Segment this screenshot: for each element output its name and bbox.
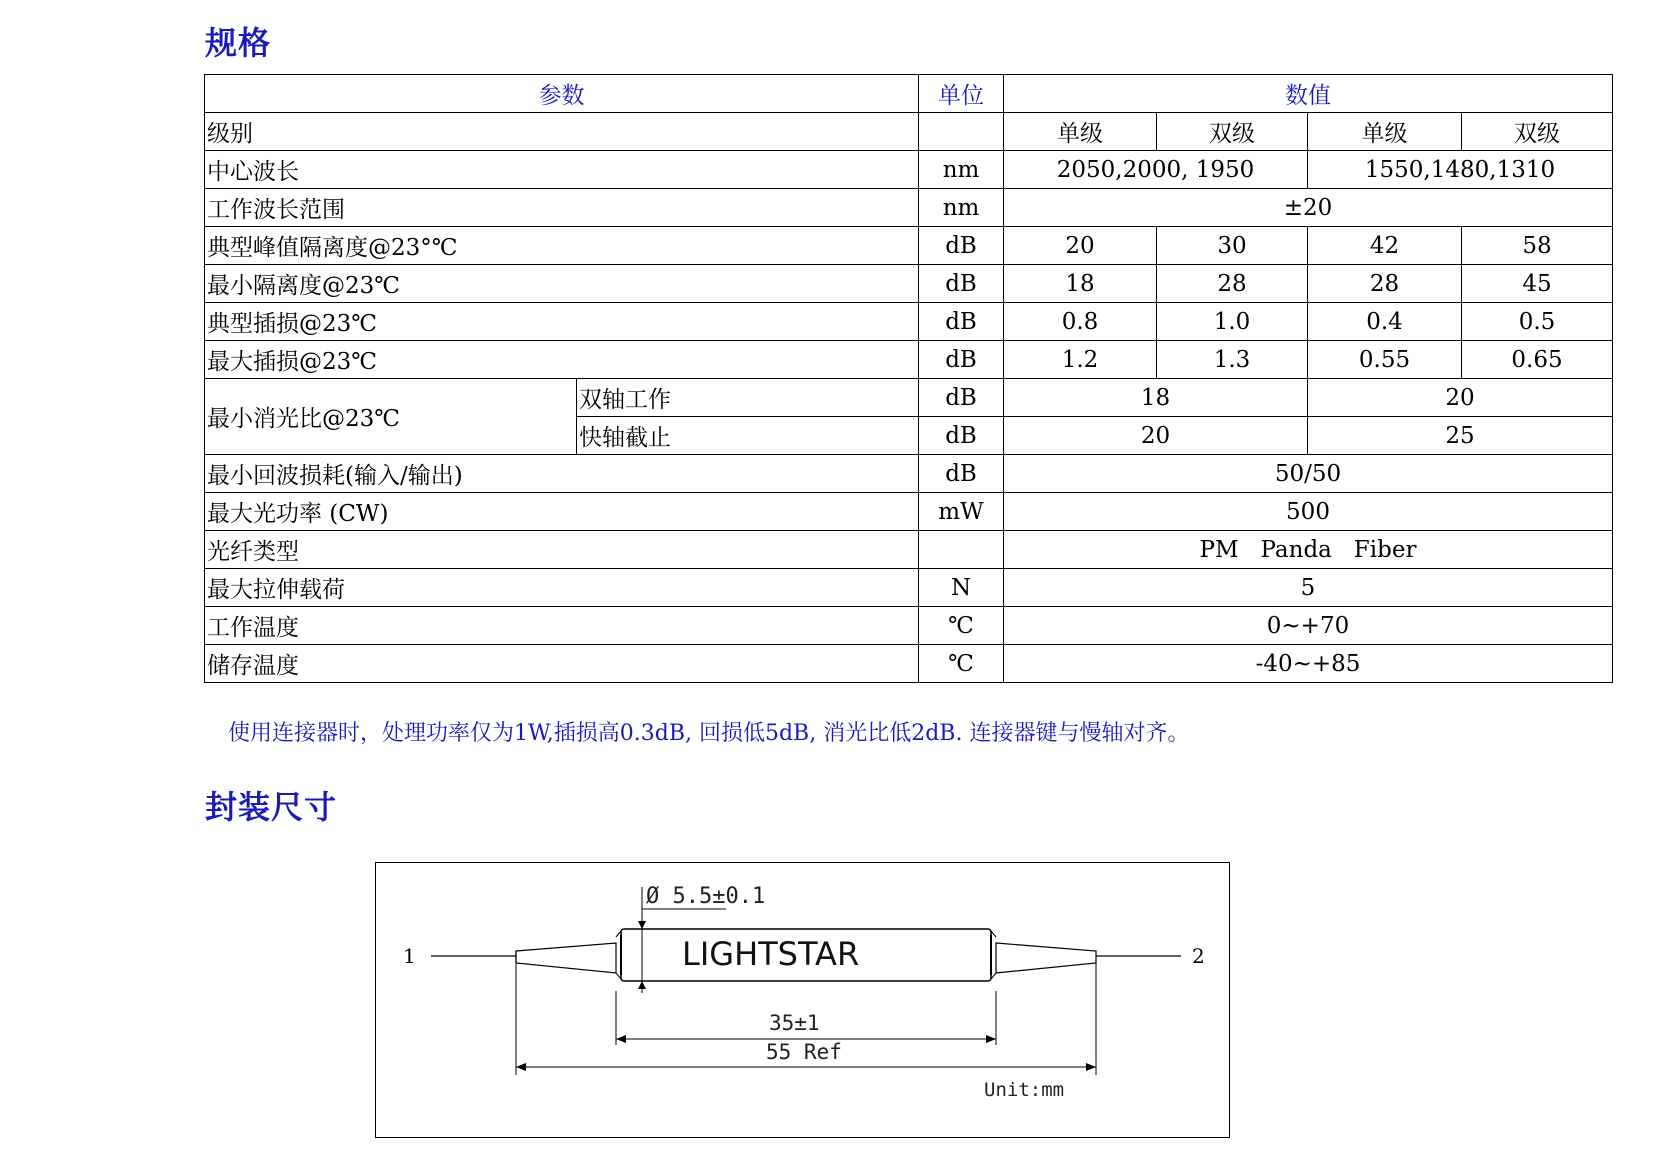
diameter-label: Ø 5.5±0.1: [646, 884, 766, 909]
table-row: [205, 189, 1613, 227]
row-unit: ℃: [919, 607, 1004, 645]
cell: PM Panda Fiber: [1004, 531, 1613, 569]
table-row: [205, 151, 1613, 189]
row-unit: [919, 531, 1004, 569]
header-value: 数值: [1004, 75, 1613, 113]
table-row: [205, 113, 1613, 151]
cell: 1550,1480,1310: [1308, 151, 1613, 189]
row-unit: nm: [919, 151, 1004, 189]
cell: -40~+85: [1004, 645, 1613, 683]
cell: 双级: [1157, 113, 1308, 151]
cell: 18: [1004, 379, 1308, 417]
cell: 20: [1004, 227, 1157, 265]
sub-row-label: 快轴截止: [577, 417, 919, 455]
cell: 0.65: [1462, 341, 1613, 379]
row-unit: dB: [919, 265, 1004, 303]
cell: 1.3: [1157, 341, 1308, 379]
cell: 0.4: [1308, 303, 1462, 341]
spec-table: [204, 74, 1613, 683]
cell: 0.5: [1462, 303, 1613, 341]
sub-row-label: 双轴工作: [577, 379, 919, 417]
table-row: [205, 341, 1613, 379]
row-label: 最小消光比@23℃: [205, 379, 577, 455]
table-row: [205, 227, 1613, 265]
table-row: [205, 645, 1613, 683]
table-row: [205, 455, 1613, 493]
package-drawing: [375, 862, 1230, 1138]
row-unit: dB: [919, 227, 1004, 265]
row-label: 工作温度: [205, 607, 919, 645]
table-row: [205, 531, 1613, 569]
cell: 0.55: [1308, 341, 1462, 379]
dim-body-label: 35±1: [769, 1011, 820, 1035]
cell: 单级: [1308, 113, 1462, 151]
cell: 50/50: [1004, 455, 1613, 493]
header-unit: 单位: [919, 75, 1004, 113]
footnote: 使用连接器时，处理功率仅为1W,插损高0.3dB, 回损低5dB, 消光比低2dB. 连接器键与慢轴对齐。: [228, 721, 1190, 746]
row-label: 级别: [205, 113, 919, 151]
row-unit: ℃: [919, 645, 1004, 683]
cell: 42: [1308, 227, 1462, 265]
table-row: [205, 607, 1613, 645]
row-unit: dB: [919, 303, 1004, 341]
table-row: [205, 493, 1613, 531]
cell: 30: [1157, 227, 1308, 265]
row-unit: dB: [919, 341, 1004, 379]
row-label: 最大拉伸载荷: [205, 569, 919, 607]
table-header-row: [205, 75, 1613, 113]
row-label: 储存温度: [205, 645, 919, 683]
cell: 45: [1462, 265, 1613, 303]
port-2-label: 2: [1192, 944, 1205, 968]
cell: 28: [1308, 265, 1462, 303]
cell: 5: [1004, 569, 1613, 607]
cell: 25: [1308, 417, 1613, 455]
cell: 1.2: [1004, 341, 1157, 379]
row-label: 光纤类型: [205, 531, 919, 569]
cell: 0~+70: [1004, 607, 1613, 645]
row-unit: [919, 113, 1004, 151]
row-label: 工作波长范围: [205, 189, 919, 227]
row-unit: dB: [919, 417, 1004, 455]
row-unit: dB: [919, 455, 1004, 493]
row-unit: dB: [919, 379, 1004, 417]
row-label: 最大光功率 (CW): [205, 493, 919, 531]
dim-total-label: 55 Ref: [766, 1040, 842, 1064]
cell: 单级: [1004, 113, 1157, 151]
row-unit: mW: [919, 493, 1004, 531]
table-row: [205, 265, 1613, 303]
boot-left: [516, 943, 616, 973]
cell: 双级: [1462, 113, 1613, 151]
unit-label: Unit:mm: [984, 1079, 1065, 1101]
row-label: 典型峰值隔离度@23°℃: [205, 227, 919, 265]
row-label: 最小回波损耗(输入/输出): [205, 455, 919, 493]
cell: 20: [1004, 417, 1308, 455]
section-title-specs: 规格: [205, 24, 272, 62]
row-label: 最大插损@23℃: [205, 341, 919, 379]
cell: 1.0: [1157, 303, 1308, 341]
row-label: 中心波长: [205, 151, 919, 189]
cell: 28: [1157, 265, 1308, 303]
row-label: 典型插损@23℃: [205, 303, 919, 341]
section-title-package: 封装尺寸: [205, 788, 338, 826]
port-1-label: 1: [403, 944, 416, 968]
cell: 0.8: [1004, 303, 1157, 341]
row-unit: nm: [919, 189, 1004, 227]
brand-label: LIGHTSTAR: [682, 935, 860, 973]
cell: 58: [1462, 227, 1613, 265]
cell: ±20: [1004, 189, 1613, 227]
cell: 2050,2000, 1950: [1004, 151, 1308, 189]
row-label: 最小隔离度@23℃: [205, 265, 919, 303]
row-unit: N: [919, 569, 1004, 607]
table-row: [205, 379, 1613, 417]
cell: 20: [1308, 379, 1613, 417]
table-row: [205, 569, 1613, 607]
table-row: [205, 303, 1613, 341]
boot-right: [996, 943, 1096, 973]
cell: 500: [1004, 493, 1613, 531]
cell: 18: [1004, 265, 1157, 303]
header-param: 参数: [205, 75, 919, 113]
